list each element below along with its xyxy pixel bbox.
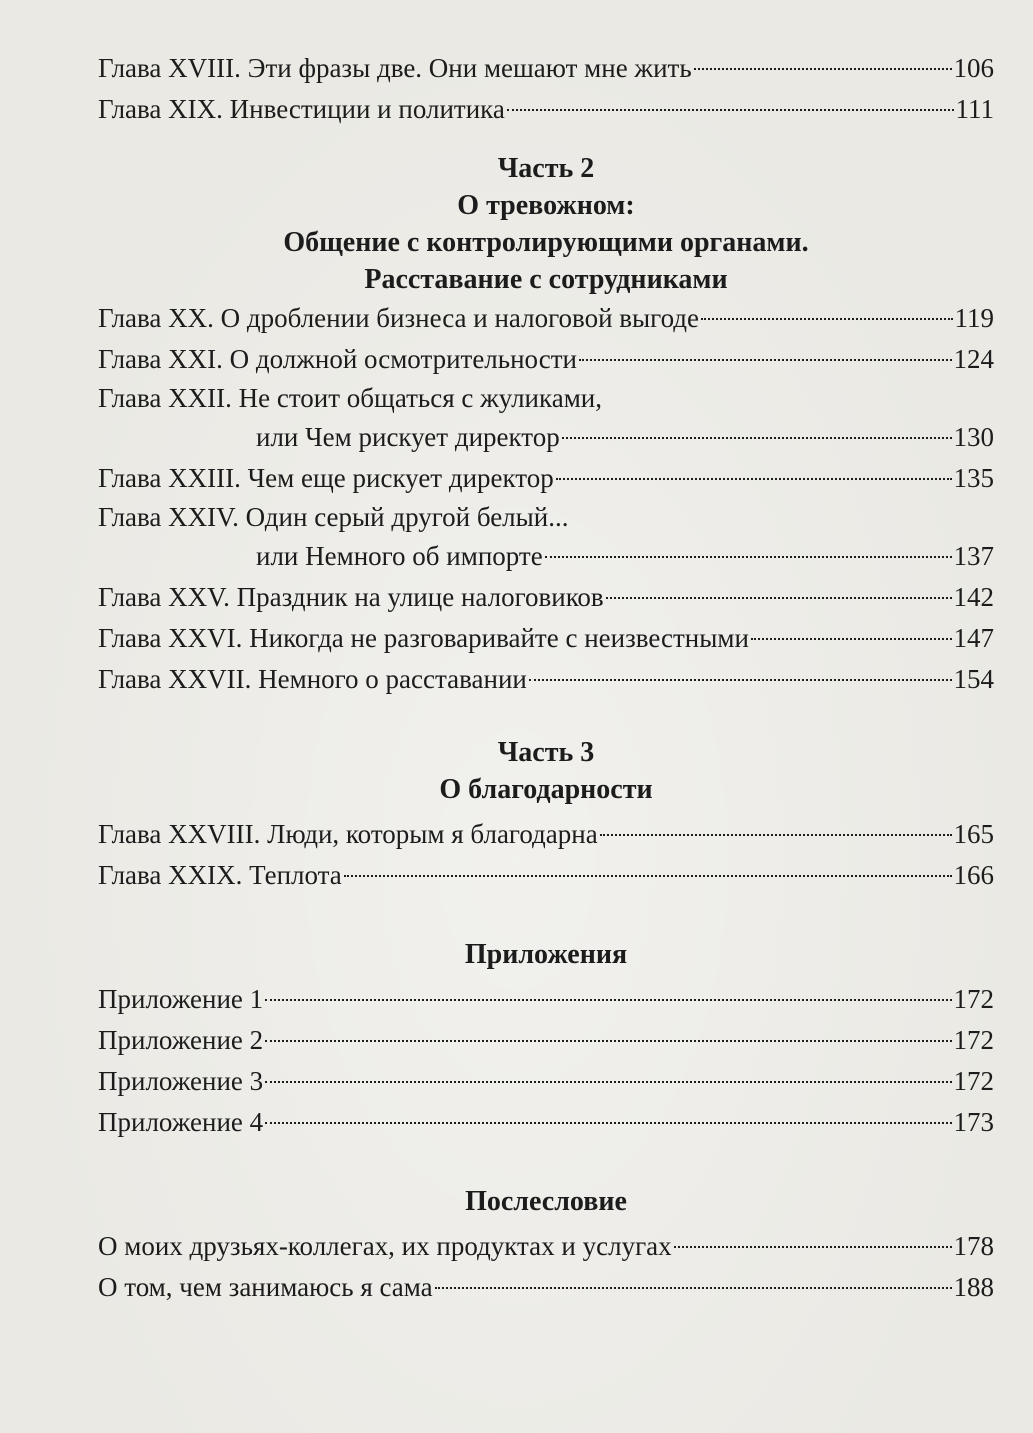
dot-leader	[435, 1287, 952, 1289]
entry-page-number: 154	[953, 664, 994, 694]
dot-leader	[674, 1246, 952, 1248]
entry-title: Глава XIX. Инвестиции и политика	[98, 94, 505, 124]
entry-title: Приложение 1	[98, 984, 264, 1014]
entry-title: Глава XVIII. Эти фразы две. Они мешают мне жить	[98, 53, 692, 83]
entry-page-number: 188	[953, 1272, 994, 1302]
part-3-heading	[98, 734, 994, 808]
dot-leader	[344, 875, 952, 877]
afterword-heading: Послесловие	[465, 1186, 627, 1217]
toc-entry[interactable]	[98, 380, 994, 458]
toc-entry[interactable]	[98, 855, 994, 896]
dot-leader	[600, 834, 952, 836]
toc-entry[interactable]	[98, 1061, 994, 1102]
toc-entry[interactable]	[98, 814, 994, 855]
dot-leader	[606, 597, 952, 599]
entry-title: Глава XXIV. Один серый другой белый...	[98, 502, 569, 532]
dot-leader	[556, 478, 952, 480]
dot-leader	[751, 638, 952, 640]
entry-title: Глава XXVI. Никогда не разговаривайте с неизвестными	[98, 623, 749, 653]
entry-page-number: 111	[955, 94, 994, 124]
entry-title: О том, чем занимаюсь я сама	[98, 1272, 433, 1302]
toc-entry[interactable]	[98, 1020, 994, 1061]
dot-leader	[701, 318, 952, 320]
dot-leader	[265, 999, 951, 1001]
part-subtitle: Расставание с сотрудниками	[364, 264, 728, 295]
toc-entry[interactable]	[98, 458, 994, 499]
dot-leader	[694, 68, 952, 70]
entry-page-number: 130	[953, 422, 994, 452]
toc-entry[interactable]	[98, 577, 994, 618]
entry-title-line2: или Немного об импорте	[256, 541, 543, 571]
entry-page-number: 178	[953, 1231, 994, 1261]
entry-title: Приложение 2	[98, 1025, 264, 1055]
part-number: Часть 3	[497, 737, 595, 768]
entry-page-number: 142	[953, 582, 994, 612]
toc-entry[interactable]	[98, 499, 994, 577]
part-2-heading	[98, 150, 994, 298]
toc-entry[interactable]	[98, 339, 994, 380]
dot-leader	[545, 556, 952, 558]
entry-title-line2: или Чем рискует директор	[256, 422, 560, 452]
dot-leader	[529, 679, 952, 681]
entry-title: Глава XX. О дроблении бизнеса и налоговой выгоде	[98, 303, 700, 333]
toc-entry[interactable]	[98, 1226, 994, 1267]
entry-page-number: 172	[953, 1066, 994, 1096]
entry-title: Глава XXVIII. Люди, которым я благодарна	[98, 819, 598, 849]
table-of-contents	[98, 48, 994, 1308]
entry-title: Приложение 3	[98, 1066, 264, 1096]
entry-page-number: 106	[953, 53, 994, 83]
entry-page-number: 135	[953, 463, 994, 493]
entry-title: Приложение 4	[98, 1107, 264, 1137]
toc-entry[interactable]	[98, 979, 994, 1020]
entry-title: Глава XXV. Праздник на улице налоговиков	[98, 582, 604, 612]
part-title: О благодарности	[439, 774, 653, 805]
toc-entry[interactable]	[98, 1102, 994, 1143]
entry-page-number: 124	[953, 344, 994, 374]
entry-page-number: 172	[953, 984, 994, 1014]
dot-leader	[507, 109, 954, 111]
toc-entry[interactable]	[98, 618, 994, 659]
entry-page-number: 147	[953, 623, 994, 653]
entry-title: Глава XXII. Не стоит общаться с жуликами,	[98, 383, 602, 413]
toc-entry[interactable]	[98, 298, 994, 339]
dot-leader	[579, 359, 952, 361]
toc-entry[interactable]	[98, 89, 994, 130]
dot-leader	[265, 1040, 951, 1042]
entry-title: Глава XXIII. Чем еще рискует директор	[98, 463, 554, 493]
part-title: О тревожном:	[457, 190, 635, 221]
entry-page-number: 137	[953, 541, 994, 571]
part-number: Часть 2	[497, 153, 595, 184]
entry-page-number: 172	[953, 1025, 994, 1055]
part-subtitle: Общение с контролирующими органами.	[283, 227, 809, 258]
entry-page-number: 119	[954, 303, 994, 333]
appendices-heading: Приложения	[464, 939, 628, 970]
dot-leader	[265, 1081, 951, 1083]
toc-entry[interactable]	[98, 659, 994, 700]
entry-title: О моих друзьях-коллегах, их продуктах и услугах	[98, 1231, 672, 1261]
toc-entry[interactable]	[98, 1267, 994, 1308]
entry-title-continuation	[98, 536, 994, 577]
entry-title: Глава XXVII. Немного о расставании	[98, 664, 527, 694]
entry-page-number: 166	[953, 860, 994, 890]
entry-page-number: 165	[953, 819, 994, 849]
entry-title-continuation	[98, 417, 994, 458]
entry-title: Глава XXIX. Теплота	[98, 860, 342, 890]
dot-leader	[562, 437, 952, 439]
toc-entry[interactable]	[98, 48, 994, 89]
entry-page-number: 173	[953, 1107, 994, 1137]
dot-leader	[265, 1122, 951, 1124]
entry-title: Глава XXI. О должной осмотрительности	[98, 344, 577, 374]
